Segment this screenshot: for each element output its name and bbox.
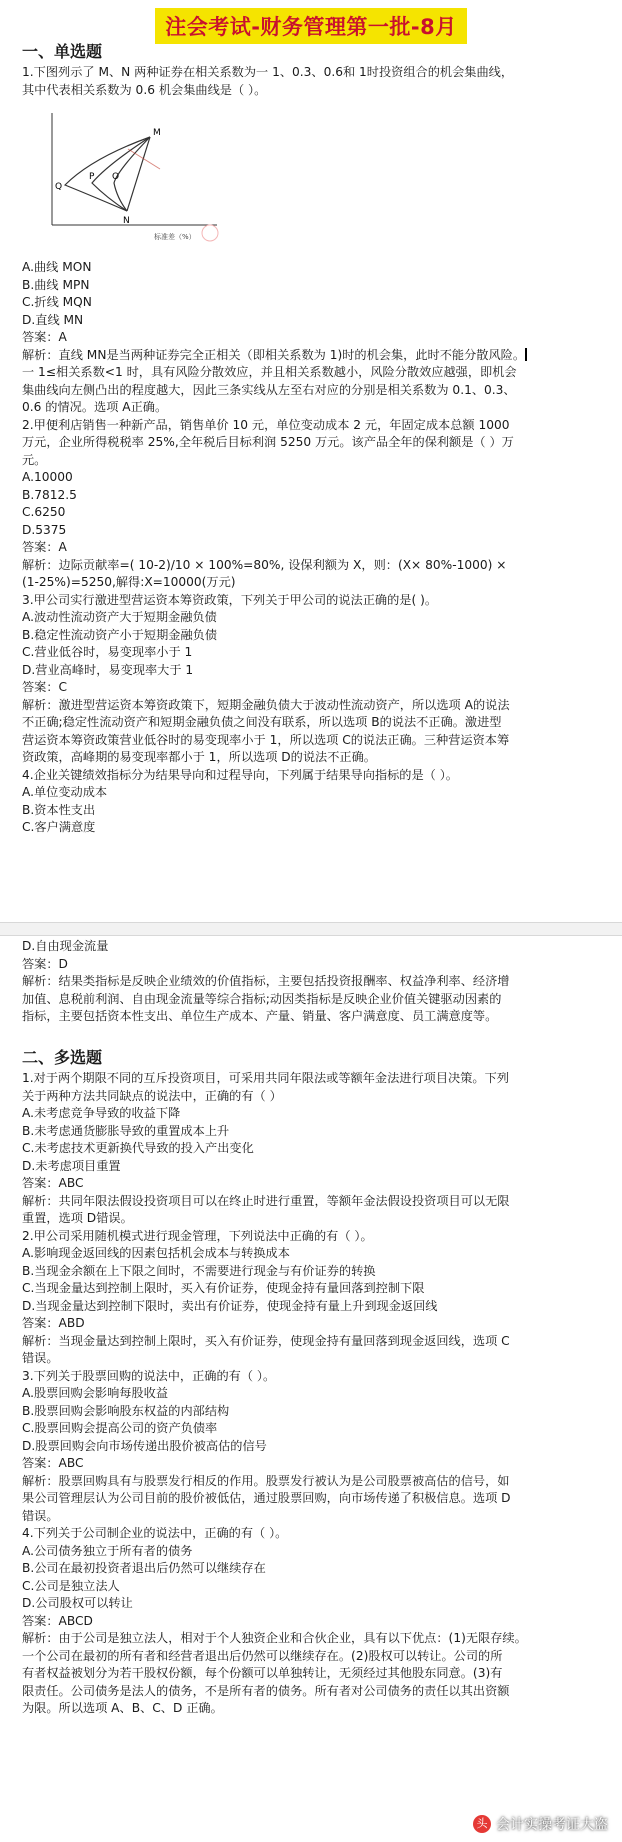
option: A.单位变动成本 — [22, 785, 108, 799]
question-text: 4.企业关键绩效指标分为结果导向和过程导向，下列属于结果导向指标的是（ ）。 — [22, 767, 458, 782]
answer: 答案：ABC — [22, 1176, 84, 1190]
option: A.公司债务独立于所有者的债务 — [22, 1543, 193, 1558]
answer: 答案：C — [22, 680, 68, 694]
section-single-choice-continued — [22, 938, 592, 1026]
answer: 答案：ABC — [22, 1456, 84, 1470]
option: D.当现金量达到控制下限时，卖出有价证券，使现金持有量上升到现金返回线 — [22, 1298, 438, 1313]
option: D.直线 MN — [22, 312, 84, 327]
question-text: 4.下列关于公司制企业的说法中，正确的有（ ）。 — [22, 1526, 288, 1540]
x-axis-label: 标准差（%） — [154, 233, 196, 241]
page-break-divider — [0, 922, 622, 936]
answer: 答案：A — [22, 540, 67, 554]
explanation: 错误。 — [22, 1351, 59, 1365]
explanation: 解析：当现金量达到控制上限时，买入有价证券，使现金持有量回落到现金返回线，选项 C — [22, 1333, 510, 1348]
question-text: 3.甲公司实行激进型营运资本筹资政策，下列关于甲公司的说法正确的是( )。 — [22, 592, 438, 607]
option: A.未考虑竞争导致的收益下降 — [22, 1106, 181, 1120]
explanation: 有者权益被划分为若干股权份额，每个份额可以单独转让，无须经过其他股东同意。(3)有 — [22, 1666, 503, 1680]
option: A.曲线 MON — [22, 260, 92, 274]
explanation: 重置，选项 D错误。 — [22, 1211, 133, 1225]
question-text: 元。 — [22, 452, 47, 467]
option: B.曲线 MPN — [22, 277, 90, 292]
question-text: 2.甲便利店销售一种新产品，销售单价 10 元，单位变动成本 2 元，年固定成本总额 1000 — [22, 417, 510, 432]
opportunity-set-diagram — [32, 103, 222, 253]
option: A.影响现金返回线的因素包括机会成本与转换成本 — [22, 1246, 290, 1260]
answer: 答案：D — [22, 956, 68, 971]
watermark — [473, 1814, 608, 1834]
option: C.6250 — [22, 505, 66, 519]
option: B.未考虑通货膨胀导致的重置成本上升 — [22, 1123, 230, 1138]
option: A.波动性流动资产大于短期金融负债 — [22, 610, 217, 624]
explanation: 解析：激进型营运资本筹资政策下，短期金融负债大于波动性流动资产，所以选项 A的说法 — [22, 697, 510, 712]
point-label-n: N — [123, 216, 130, 226]
explanation: 错误。 — [22, 1508, 59, 1523]
account-logo-icon: 头 — [473, 1815, 491, 1833]
question-text: 2.甲公司采用随机模式进行现金管理，下列说法中正确的有（ ）。 — [22, 1228, 373, 1243]
explanation: 营运资本筹资政策营业低谷时的易变现率小于 1，所以选项 C的说法正确。三种营运资本筹 — [22, 732, 510, 747]
option: D.营业高峰时，易变现率大于 1 — [22, 662, 194, 677]
option: D.5375 — [22, 522, 67, 537]
option: C.当现金量达到控制上限时，买入有价证券，使现金持有量回落到控制下限 — [22, 1281, 425, 1295]
option: D.未考虑项目重置 — [22, 1158, 121, 1173]
explanation: 一 1≤相关系数<1 时，具有风险分散效应，并且相关系数越小，风险分散效应越强，即机会 — [22, 365, 517, 379]
section-single-choice — [22, 40, 592, 837]
option: B.资本性支出 — [22, 802, 96, 817]
explanation: 资政策，高峰期的易变现率都小于 1，所以选项 D的说法不正确。 — [22, 750, 376, 764]
option: C.客户满意度 — [22, 820, 96, 834]
option: C.折线 MQN — [22, 295, 92, 309]
explanation: 解析：股票回购具有与股票发行相反的作用。股票发行被认为是公司股票被高估的信号，如 — [22, 1473, 510, 1488]
explanation: 解析：边际贡献率=( 10-2)/10 × 100%=80%, 设保利额为 X，则：(X× 80%-1000) × — [22, 557, 507, 572]
point-label-m: M — [153, 128, 161, 138]
explanation: 解析：结果类指标是反映企业绩效的价值指标，主要包括投资报酬率、权益净利率、经济增 — [22, 974, 510, 988]
explanation: 指标，主要包括资本性支出、单位生产成本、产量、销量、客户满意度、员工满意度等。 — [22, 1009, 498, 1023]
explanation: 果公司管理层认为公司目前的股价被低估，通过股票回购，向市场传递了积极信息。选项 D — [22, 1491, 511, 1505]
section-multi-choice — [22, 1046, 592, 1718]
option: C.营业低谷时，易变现率小于 1 — [22, 645, 193, 659]
option: D.自由现金流量 — [22, 939, 109, 953]
option: C.未考虑技术更新换代导致的投入产出变化 — [22, 1141, 254, 1155]
question-text: 其中代表相关系数为 0.6 机会集曲线是（ ）。 — [22, 82, 267, 97]
point-label-p: P — [89, 172, 95, 182]
option: B.股票回购会影响股东权益的内部结构 — [22, 1403, 230, 1418]
explanation: 加值、息税前利润、自由现金流量等综合指标;动因类指标是反映企业价值关键驱动因素的 — [22, 991, 502, 1006]
option: A.股票回购会影响每股收益 — [22, 1386, 169, 1400]
opportunity-set-figure — [32, 103, 222, 253]
question-text: 3.下列关于股票回购的说法中，正确的有（ ）。 — [22, 1368, 276, 1383]
text-cursor — [525, 348, 527, 361]
point-label-o: O — [112, 172, 120, 182]
answer: 答案：ABD — [22, 1316, 85, 1330]
explanation: 解析：共同年限法假设投资项目可以在终止时进行重置，等额年金法假设投资项目可以无限 — [22, 1193, 510, 1208]
option: B.公司在最初投资者退出后仍然可以继续存在 — [22, 1561, 266, 1575]
explanation: 不正确;稳定性流动资产和短期金融负债之间没有联系，所以选项 B的说法不正确。激进型 — [22, 715, 502, 729]
option: A.10000 — [22, 470, 73, 484]
option: B.当现金余额在上下限之间时，不需要进行现金与有价证券的转换 — [22, 1263, 376, 1278]
point-label-q: Q — [55, 182, 63, 192]
option: D.股票回购会向市场传递出股价被高估的信号 — [22, 1438, 267, 1453]
answer: 答案：ABCD — [22, 1613, 93, 1628]
explanation: 为限。所以选项 A、B、C、D 正确。 — [22, 1701, 223, 1715]
option: D.公司股权可以转让 — [22, 1596, 133, 1610]
question-text: 万元，企业所得税税率 25%,全年税后目标利润 5250 万元。该产品全年的保利额是（ ）万 — [22, 435, 514, 449]
option: C.股票回购会提高公司的资产负债率 — [22, 1421, 218, 1435]
question-text: 关于两种方法共同缺点的说法中，正确的有（ ） — [22, 1088, 282, 1103]
watermark-text: 会计实操考证大盗 — [496, 1817, 608, 1833]
explanation: 0.6 的情况。选项 A正确。 — [22, 400, 168, 414]
option: C.公司是独立法人 — [22, 1578, 120, 1593]
section-heading: 二、多选题 — [22, 1048, 103, 1067]
explanation: (1-25%)=5250,解得:X=10000(万元) — [22, 575, 236, 589]
explanation: 解析：由于公司是独立法人，相对于个人独资企业和合伙企业，具有以下优点：(1)无限存续。 — [22, 1631, 527, 1645]
answer: 答案：A — [22, 330, 67, 344]
option: B.稳定性流动资产小于短期金融负债 — [22, 627, 218, 642]
explanation: 一个公司在最初的所有者和经营者退出后仍然可以继续存在。(2)股权可以转让。公司的所 — [22, 1648, 503, 1663]
explanation: 集曲线向左侧凸出的程度越大，因此三条实线从左至右对应的分别是相关系数为 0.1、0.3、 — [22, 382, 516, 397]
document-title: 注会考试-财务管理第一批-8月 — [155, 8, 467, 44]
section-heading: 一、单选题 — [22, 42, 103, 61]
explanation: 限责任。公司债务是法人的债务，不是所有者的债务。所有者对公司债务的责任以其出资额 — [22, 1683, 510, 1698]
question-text: 1.下图列示了 M、N 两种证券在相关系数为一 1、0.3、0.6和 1时投资组合的机会集曲线， — [22, 65, 514, 79]
question-text: 1.对于两个期限不同的互斥投资项目，可采用共同年限法或等额年金法进行项目决策。下列 — [22, 1071, 509, 1085]
explanation: 解析：直线 MN是当两种证券完全正相关（即相关系数为 1)时的机会集，此时不能分散风险。 — [22, 347, 526, 362]
option: B.7812.5 — [22, 487, 77, 502]
